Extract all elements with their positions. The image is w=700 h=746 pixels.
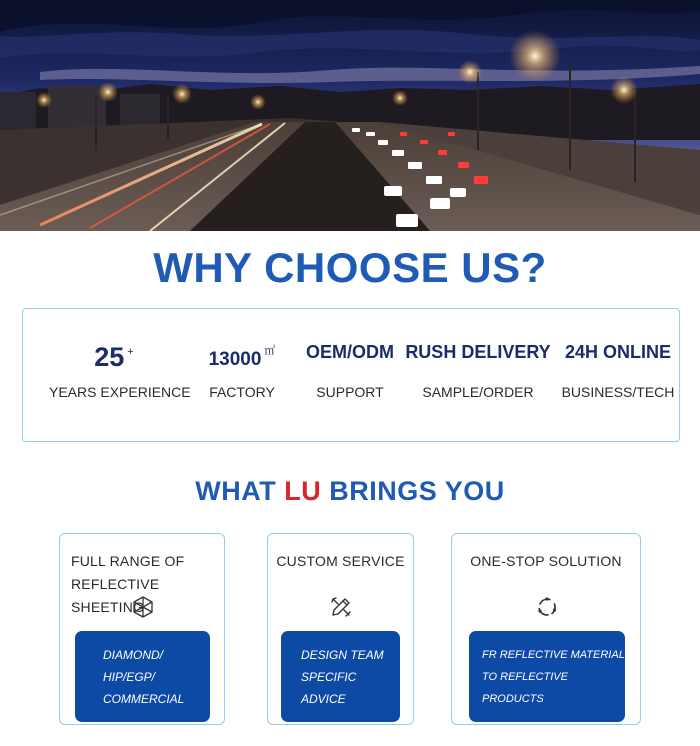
design-tools-icon	[329, 595, 353, 619]
card-title: ONE-STOP SOLUTION	[470, 553, 622, 569]
what-lu-brings-title: WHAT LU BRINGS YOU	[195, 476, 505, 506]
stat-label: SAMPLE/ORDER	[422, 384, 534, 400]
highway-night-illustration	[0, 0, 700, 231]
stat-value: 25 +	[94, 342, 134, 372]
stat-value: 24H ONLINE	[564, 342, 672, 362]
cube-network-icon	[131, 595, 155, 619]
stats-panel	[22, 308, 680, 442]
card-title: FULL RANGE OF REFLECTIVE SHEETING	[71, 553, 185, 615]
stat-value: 13000 ㎡	[208, 345, 276, 370]
stat-value: OEM/ODM	[306, 342, 394, 362]
card-button[interactable]: DIAMOND/ HIP/EGP/ COMMERCIAL	[75, 631, 210, 722]
stat-label: BUSINESS/TECH	[561, 384, 675, 400]
cycle-icon	[535, 595, 559, 619]
card-button[interactable]: FR REFLECTIVE MATERIAL TO REFLECTIVE PRODUCTS	[469, 631, 625, 722]
why-choose-us-title: WHY CHOOSE US?	[153, 244, 547, 291]
stat-value: RUSH DELIVERY	[405, 342, 551, 362]
card-custom-service	[267, 533, 414, 725]
card-title: CUSTOM SERVICE	[276, 553, 405, 569]
brand-name: LU	[284, 476, 322, 506]
hero-image	[0, 0, 700, 231]
card-reflective-sheeting	[59, 533, 225, 725]
stat-label: YEARS EXPERIENCE	[49, 384, 191, 400]
stat-label: FACTORY	[209, 384, 275, 400]
card-one-stop-solution	[451, 533, 641, 725]
stat-label: SUPPORT	[316, 384, 384, 400]
card-button[interactable]: DESIGN TEAM SPECIFIC ADVICE	[281, 631, 400, 722]
